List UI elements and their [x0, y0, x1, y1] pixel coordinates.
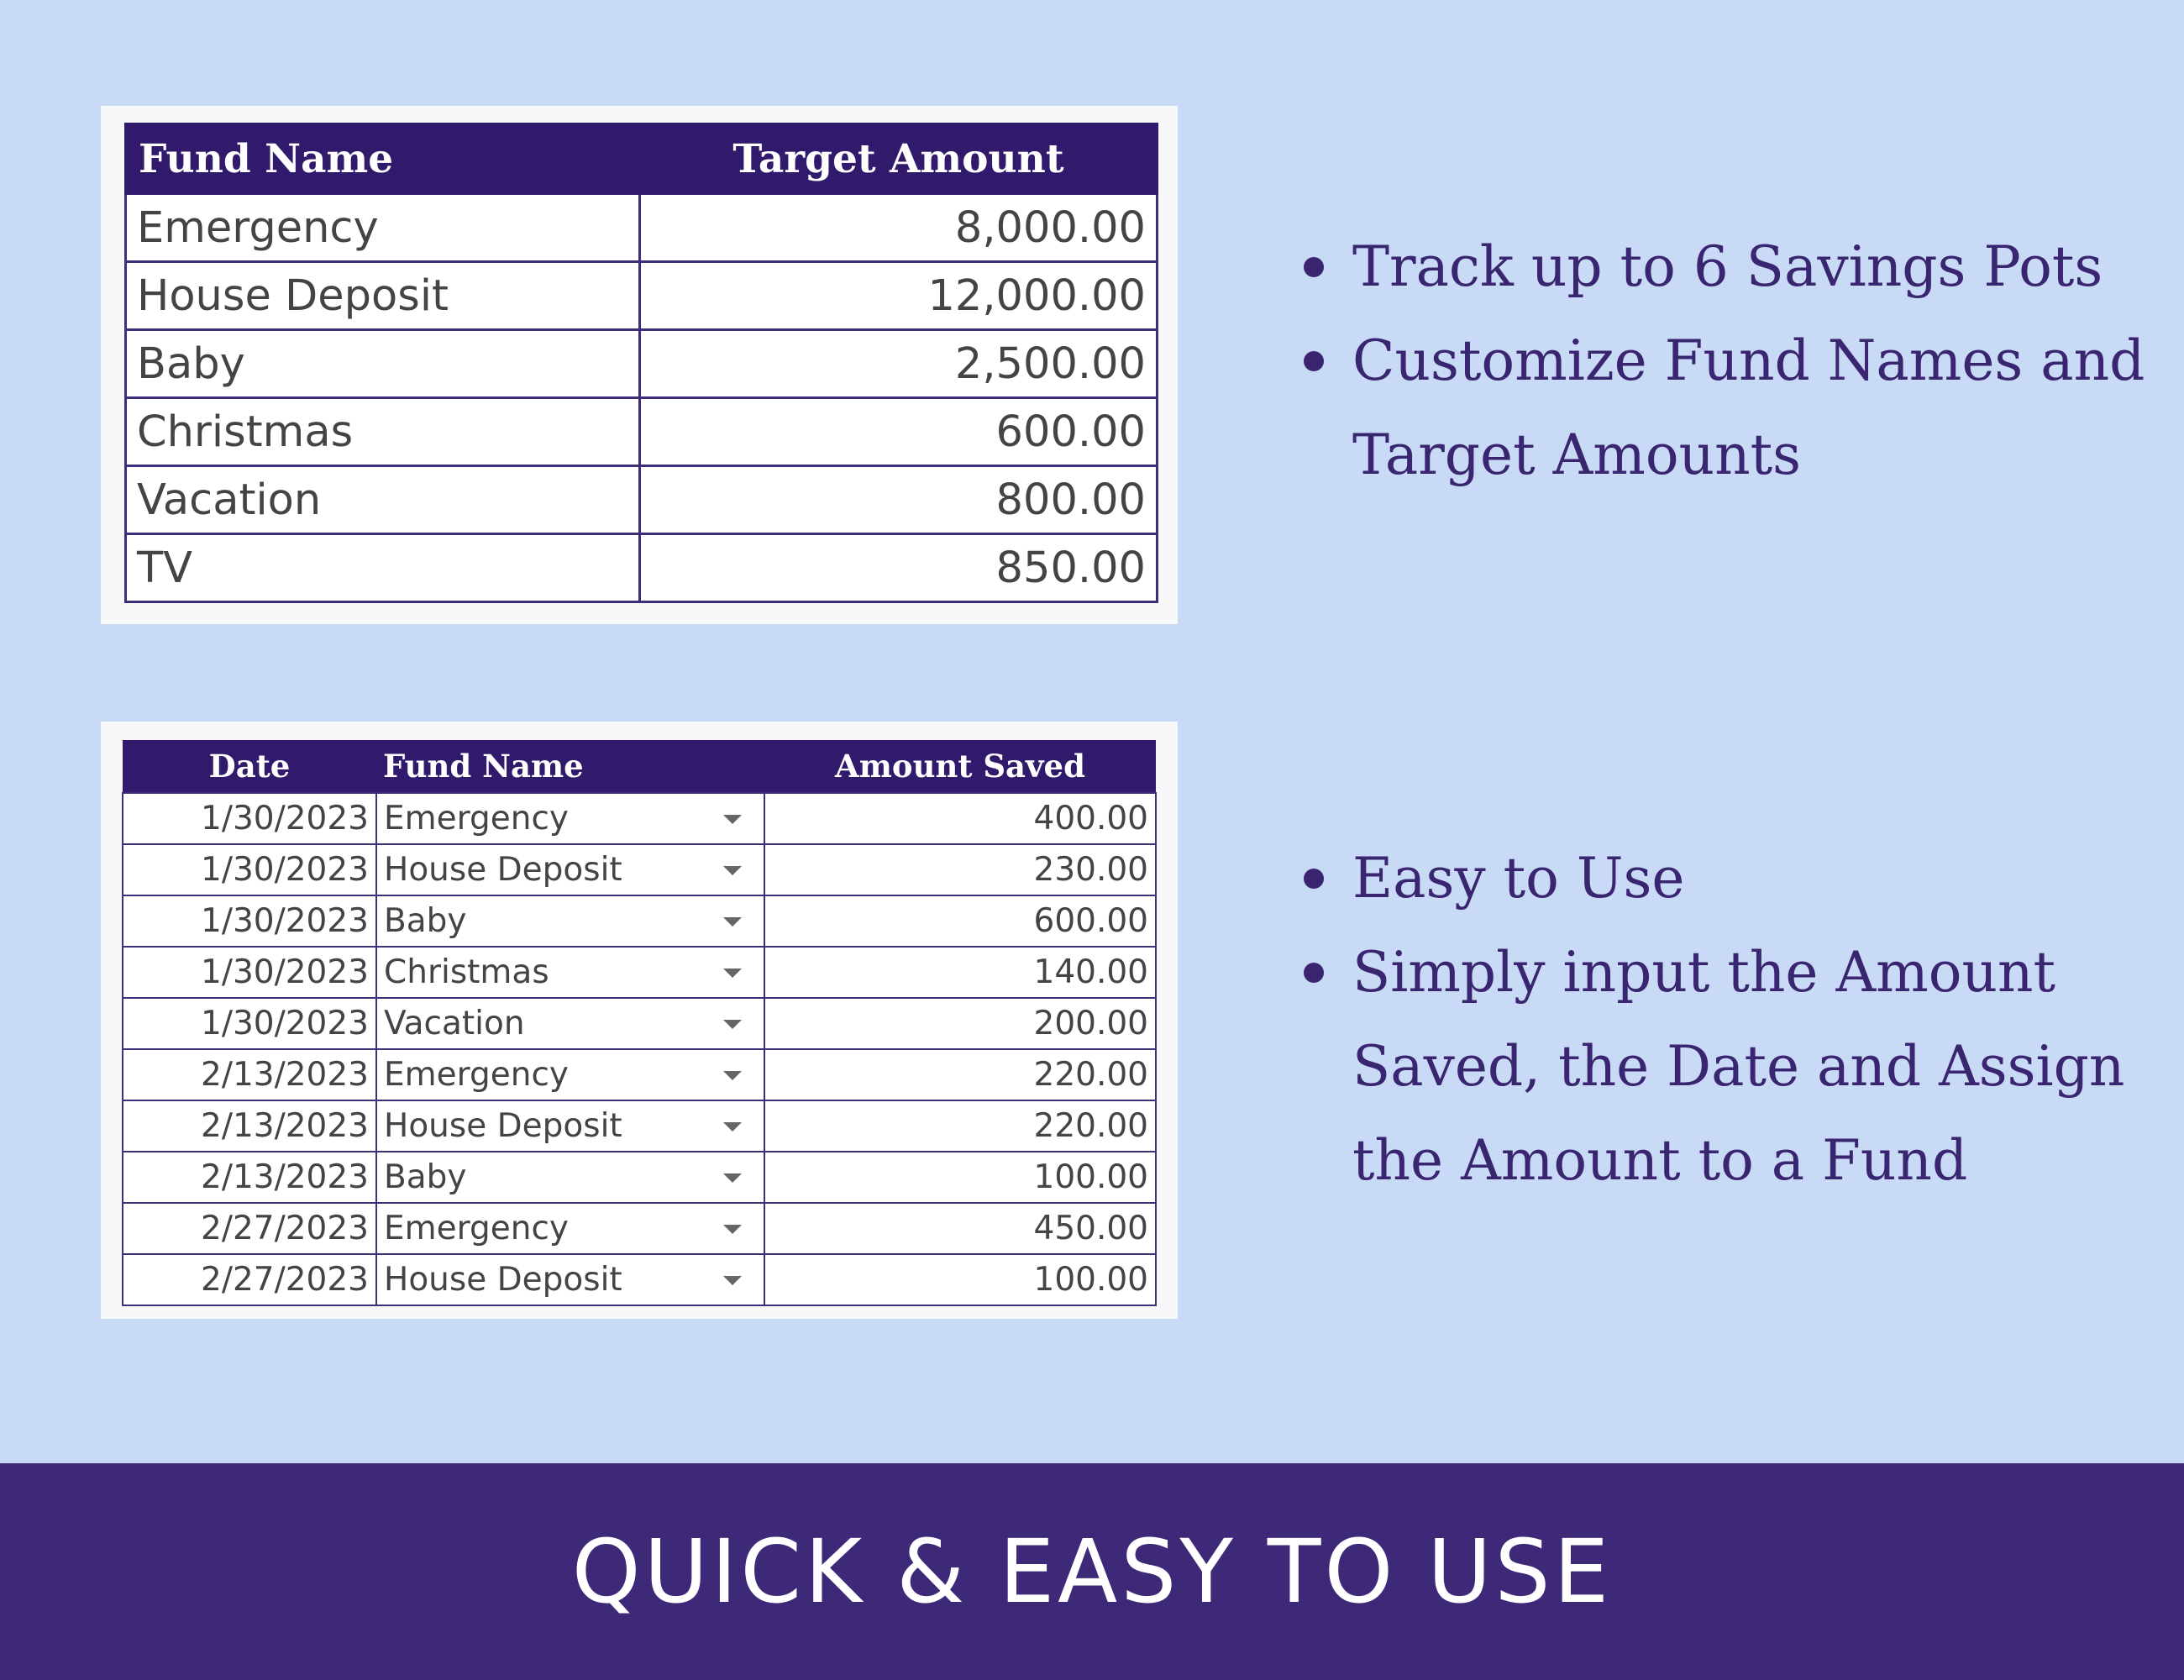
- table-row: [123, 947, 1156, 998]
- header-fund-name: Fund Name: [376, 740, 764, 793]
- caret-down-icon[interactable]: [723, 1020, 742, 1029]
- table-row: [123, 1100, 1156, 1152]
- feature-item: [1300, 832, 2174, 926]
- table-row: [123, 793, 1156, 844]
- fund-dropdown-value: Baby: [384, 1158, 467, 1196]
- amount-saved-cell[interactable]: 100.00: [764, 1152, 1156, 1203]
- fund-dropdown-value: Vacation: [384, 1005, 525, 1042]
- feature-list-top: [1300, 220, 2174, 502]
- fund-name-cell[interactable]: Christmas: [126, 398, 640, 466]
- feature-item: [1300, 926, 2174, 1208]
- fund-dropdown[interactable]: [376, 998, 764, 1049]
- caret-down-icon[interactable]: [723, 1071, 742, 1080]
- caret-down-icon[interactable]: [723, 866, 742, 875]
- target-amount-cell[interactable]: 2,500.00: [640, 330, 1158, 398]
- fund-targets-table: [124, 123, 1158, 603]
- date-cell[interactable]: 1/30/2023: [123, 998, 376, 1049]
- fund-dropdown[interactable]: [376, 844, 764, 895]
- amount-saved-cell[interactable]: 600.00: [764, 895, 1156, 947]
- amount-saved-cell[interactable]: 200.00: [764, 998, 1156, 1049]
- table-row: [126, 262, 1158, 330]
- savings-log-table: [122, 740, 1157, 1306]
- amount-saved-cell[interactable]: 230.00: [764, 844, 1156, 895]
- fund-name-cell[interactable]: Vacation: [126, 466, 640, 534]
- fund-dropdown[interactable]: [376, 793, 764, 844]
- fund-dropdown[interactable]: [376, 947, 764, 998]
- bullet-icon: [1304, 963, 1324, 983]
- date-cell[interactable]: 1/30/2023: [123, 895, 376, 947]
- fund-dropdown-value: House Deposit: [384, 851, 622, 889]
- fund-dropdown[interactable]: [376, 1049, 764, 1100]
- caret-down-icon[interactable]: [723, 969, 742, 978]
- table-row: [126, 534, 1158, 602]
- fund-dropdown-value: Emergency: [384, 800, 569, 837]
- target-amount-cell[interactable]: 850.00: [640, 534, 1158, 602]
- fund-name-cell[interactable]: Baby: [126, 330, 640, 398]
- date-cell[interactable]: 2/27/2023: [123, 1203, 376, 1254]
- fund-targets-header-row: [126, 124, 1158, 194]
- table-row: [123, 895, 1156, 947]
- date-cell[interactable]: 2/27/2023: [123, 1254, 376, 1305]
- table-row: [123, 1203, 1156, 1254]
- amount-saved-cell[interactable]: 450.00: [764, 1203, 1156, 1254]
- amount-saved-cell[interactable]: 400.00: [764, 793, 1156, 844]
- header-target-amount: Target Amount: [640, 124, 1158, 194]
- footer-banner: [0, 1463, 2184, 1680]
- feature-list-bottom: [1300, 832, 2174, 1208]
- caret-down-icon[interactable]: [723, 1276, 742, 1285]
- date-cell[interactable]: 1/30/2023: [123, 793, 376, 844]
- fund-targets-card: [101, 106, 1178, 624]
- amount-saved-cell[interactable]: 220.00: [764, 1100, 1156, 1152]
- header-fund-name: Fund Name: [126, 124, 640, 194]
- fund-name-cell[interactable]: House Deposit: [126, 262, 640, 330]
- caret-down-icon[interactable]: [723, 1173, 742, 1183]
- fund-dropdown-value: Christmas: [384, 953, 549, 991]
- table-row: [126, 330, 1158, 398]
- table-row: [123, 1049, 1156, 1100]
- header-amount-saved: Amount Saved: [764, 740, 1156, 793]
- date-cell[interactable]: 1/30/2023: [123, 947, 376, 998]
- table-row: [123, 1254, 1156, 1305]
- date-cell[interactable]: 2/13/2023: [123, 1152, 376, 1203]
- fund-dropdown-value: House Deposit: [384, 1261, 622, 1299]
- table-row: [126, 398, 1158, 466]
- fund-dropdown-value: Emergency: [384, 1056, 569, 1094]
- fund-dropdown-value: Emergency: [384, 1210, 569, 1247]
- savings-log-header-row: [123, 740, 1156, 793]
- amount-saved-cell[interactable]: 220.00: [764, 1049, 1156, 1100]
- feature-item: [1300, 220, 2174, 314]
- bullet-icon: [1304, 351, 1324, 371]
- date-cell[interactable]: 1/30/2023: [123, 844, 376, 895]
- feature-item: [1300, 314, 2174, 502]
- target-amount-cell[interactable]: 12,000.00: [640, 262, 1158, 330]
- date-cell[interactable]: 2/13/2023: [123, 1049, 376, 1100]
- fund-dropdown[interactable]: [376, 1254, 764, 1305]
- table-row: [123, 1152, 1156, 1203]
- header-date: Date: [123, 740, 376, 793]
- table-row: [123, 844, 1156, 895]
- fund-dropdown[interactable]: [376, 1203, 764, 1254]
- caret-down-icon[interactable]: [723, 1122, 742, 1131]
- feature-text: Track up to 6 Savings Pots: [1352, 234, 2103, 299]
- caret-down-icon[interactable]: [723, 815, 742, 824]
- feature-text: Easy to Use: [1352, 846, 1685, 911]
- savings-log-card: [101, 722, 1178, 1319]
- table-row: [123, 998, 1156, 1049]
- feature-text: Customize Fund Names and Target Amounts: [1352, 328, 2145, 487]
- fund-dropdown[interactable]: [376, 1152, 764, 1203]
- bullet-icon: [1304, 257, 1324, 277]
- fund-name-cell[interactable]: TV: [126, 534, 640, 602]
- fund-dropdown[interactable]: [376, 895, 764, 947]
- table-row: [126, 466, 1158, 534]
- caret-down-icon[interactable]: [723, 917, 742, 927]
- bullet-icon: [1304, 869, 1324, 889]
- caret-down-icon[interactable]: [723, 1225, 742, 1234]
- target-amount-cell[interactable]: 800.00: [640, 466, 1158, 534]
- banner-title: QUICK & EASY TO USE: [571, 1520, 1613, 1623]
- feature-text: Simply input the Amount Saved, the Date and Assign the Amount to a Fund: [1352, 940, 2125, 1193]
- target-amount-cell[interactable]: 8,000.00: [640, 194, 1158, 262]
- amount-saved-cell[interactable]: 140.00: [764, 947, 1156, 998]
- fund-dropdown-value: House Deposit: [384, 1107, 622, 1145]
- fund-dropdown[interactable]: [376, 1100, 764, 1152]
- date-cell[interactable]: 2/13/2023: [123, 1100, 376, 1152]
- fund-name-cell[interactable]: Emergency: [126, 194, 640, 262]
- table-row: [126, 194, 1158, 262]
- amount-saved-cell[interactable]: 100.00: [764, 1254, 1156, 1305]
- fund-dropdown-value: Baby: [384, 902, 467, 940]
- target-amount-cell[interactable]: 600.00: [640, 398, 1158, 466]
